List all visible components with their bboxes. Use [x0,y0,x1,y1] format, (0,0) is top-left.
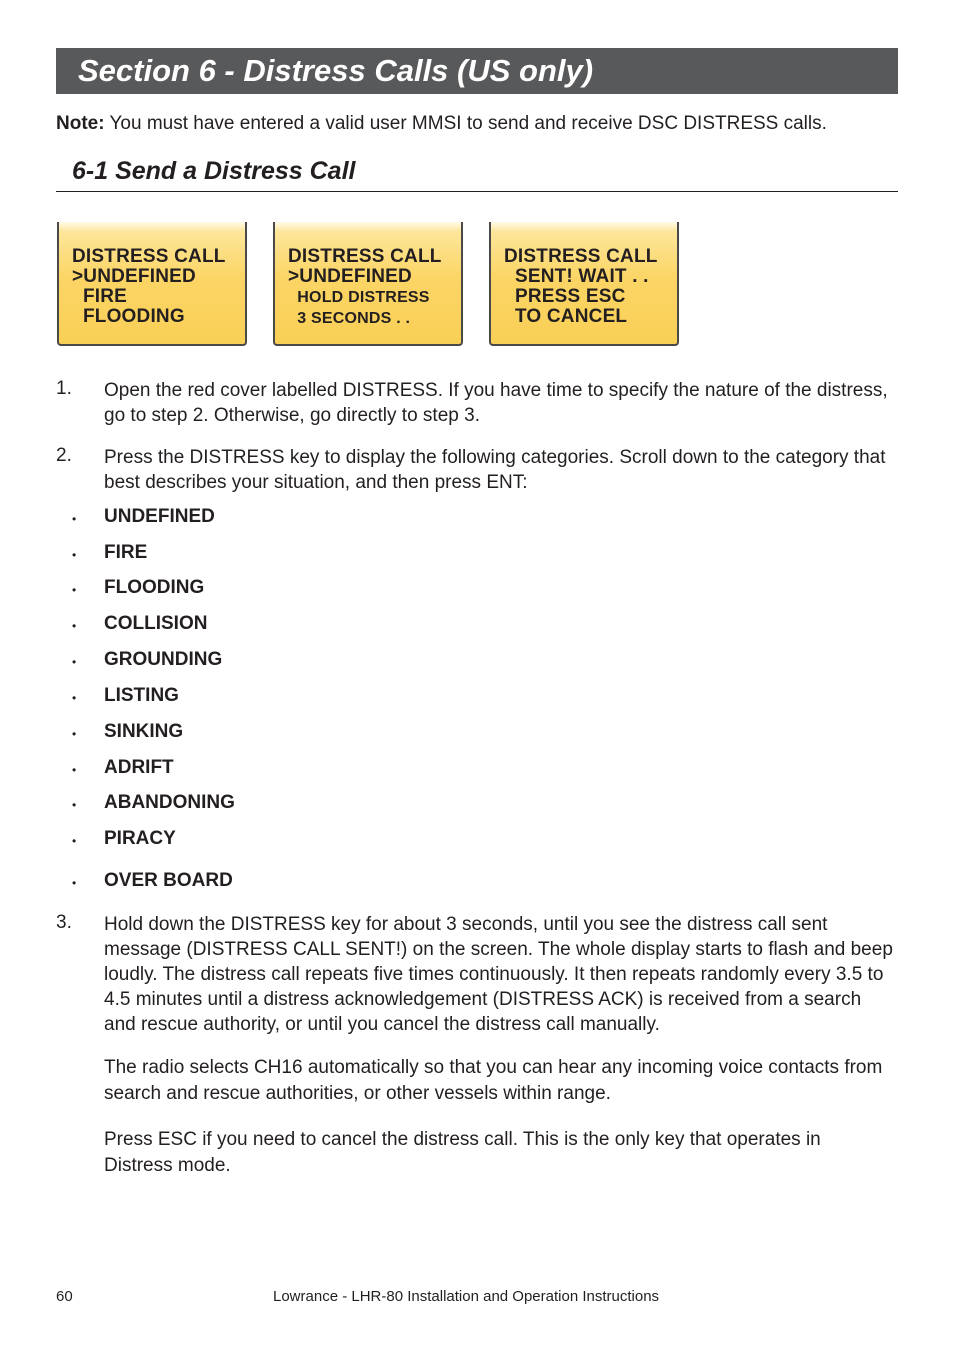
list-item: ADRIFT [104,757,174,778]
bullet-icon: • [72,512,77,526]
step-number: 1. [56,378,72,399]
list-item: UNDEFINED [104,506,215,527]
bullet-icon: • [72,691,77,705]
lcd-line: DISTRESS CALL [504,246,658,267]
list-item: FIRE [104,542,148,563]
lcd-line: FIRE [72,286,128,307]
lcd-line: 3 SECONDS . . [288,310,411,327]
list-item: PIRACY [104,828,176,849]
step-text: Press the DISTRESS key to display the following categories. Scroll down to the category that best describes your situation, and then press ENT: [104,447,886,493]
subsection-title: 6-1 Send a Distress Call [72,157,356,185]
list-item: LISTING [104,685,179,706]
list-item: OVER BOARD [104,870,233,891]
step-number: 3. [56,912,72,933]
step-text: Open the red cover labelled DISTRESS. If you have time to specify the nature of the distress, go to step 2. Otherwise, go directly to step 3. [104,380,888,426]
lcd-line: DISTRESS CALL [288,246,442,267]
note [56,113,827,135]
lcd-line: >UNDEFINED [72,266,196,287]
lcd-line: TO CANCEL [504,306,628,327]
lcd-line: SENT! WAIT . . [504,266,649,287]
bullet-icon: • [72,876,77,890]
lcd-line: DISTRESS CALL [72,246,226,267]
footer-text: Lowrance - LHR-80 Installation and Operation Instructions [273,1288,660,1305]
list-item: FLOODING [104,577,205,598]
lcd-line: FLOODING [72,306,185,327]
bullet-icon: • [72,583,77,597]
note-label: Note: [56,113,105,134]
step-text: Hold down the DISTRESS key for about 3 seconds, until you see the distress call sent message (DISTRESS CALL SENT!) on the screen. The whole display starts to flash and beep loudly. The distress call repeats five times continuously. It then repeats randomly every 3.5 to 4.5 minutes until a distress acknowledgement (DISTRESS ACK) is received from a search and rescue authority, or until you cancel the distress call manually. [104,914,893,1035]
lcd-screen-2 [273,222,463,346]
subsection-divider [56,191,898,192]
note-text: You must have entered a valid user MMSI to send and receive DSC DISTRESS calls. [104,113,827,134]
section-header-bar [56,48,898,94]
bullet-icon: • [72,798,77,812]
bullet-icon: • [72,834,77,848]
lcd-line: PRESS ESC [504,286,626,307]
list-item: ABANDONING [104,792,235,813]
list-item: SINKING [104,721,184,742]
bullet-icon: • [72,763,77,777]
paragraph: Press ESC if you need to cancel the distress call. This is the only key that operates in Distress mode. [104,1129,821,1176]
lcd-line: >UNDEFINED [288,266,412,287]
bullet-icon: • [72,619,77,633]
lcd-screen-3 [489,222,679,346]
lcd-line: HOLD DISTRESS [288,289,430,306]
page-number: 60 [56,1288,73,1305]
paragraph: The radio selects CH16 automatically so that you can hear any incoming voice contacts from search and rescue authorities, or other vessels within range. [104,1057,883,1104]
list-item: COLLISION [104,613,208,634]
bullet-icon: • [72,548,77,562]
bullet-icon: • [72,655,77,669]
step-number: 2. [56,445,72,466]
section-title: Section 6 - Distress Calls (US only) [78,53,594,88]
bullet-icon: • [72,727,77,741]
list-item: GROUNDING [104,649,223,670]
lcd-screen-1 [57,222,247,346]
